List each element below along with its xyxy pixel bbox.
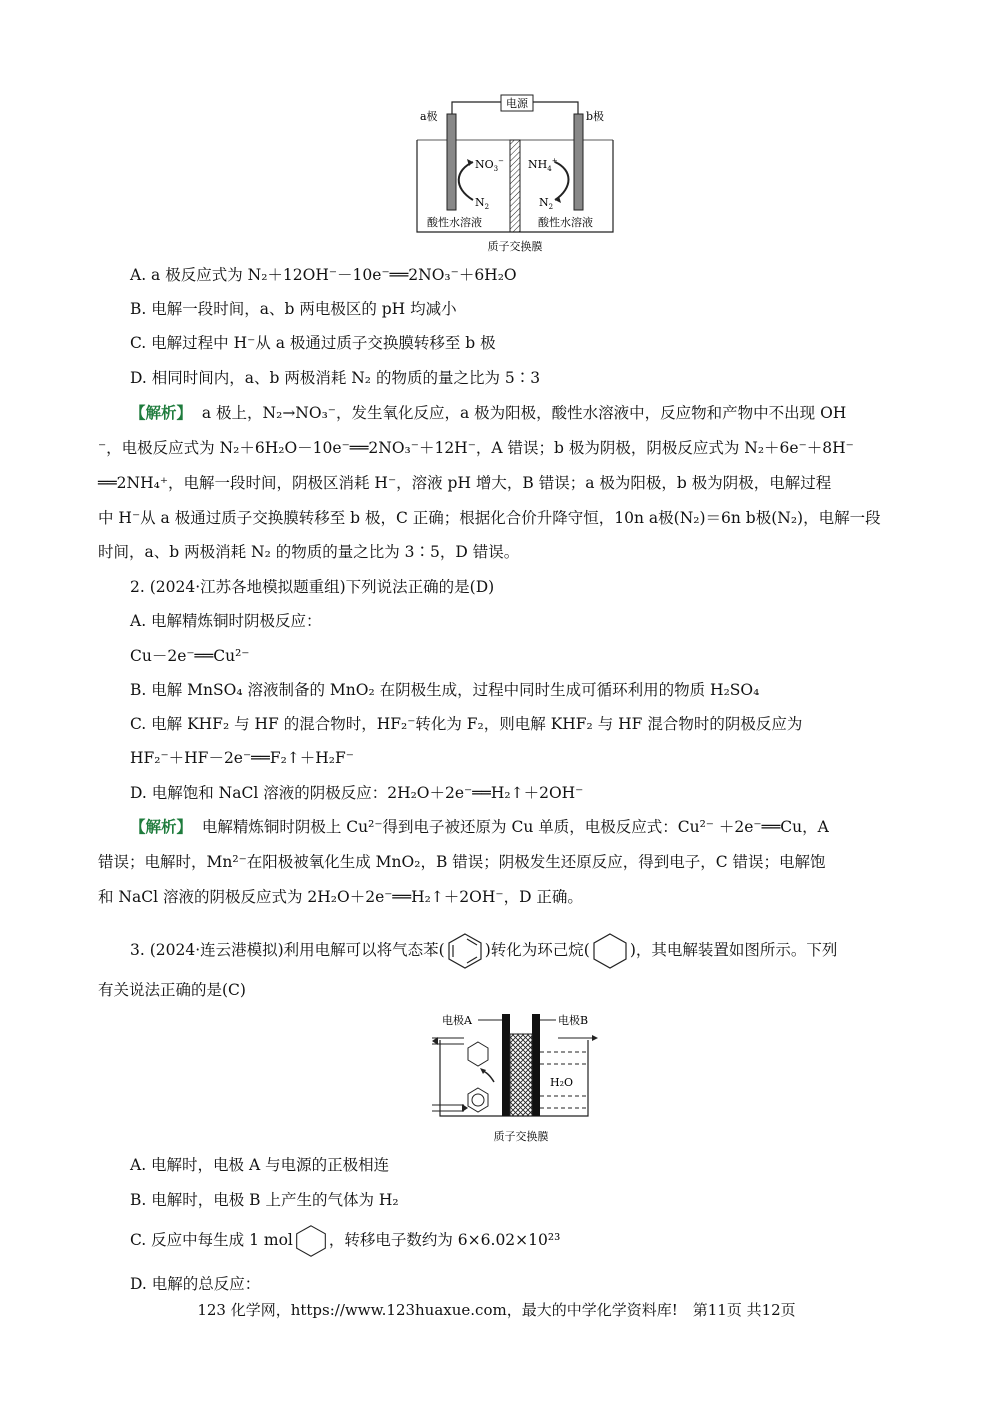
q1-option-c: C. 电解过程中 H⁻从 a 极通过质子交换膜转移至 b 极 [130,334,496,352]
q3-option-d: D. 电解的总反应： [130,1275,261,1293]
q1-explanation-line3: ══2NH₄⁺，电解一段时间，阴极区消耗 H⁻，溶液 pH 增大，B 错误；a 极为阳极，b 极为阴极，电解过程 [98,474,832,492]
electrolysis-figure-2 [428,1010,598,1148]
page-footer: 123 化学网，https://www.123huaxue.com，最大的中学化学资料库! 第11页 共12页 [197,1301,796,1319]
electrode-b-label: 电极B [558,1014,589,1027]
q3-stem-line1: 3. (2024·连云港模拟)利用电解可以将气态苯( )转化为环己烷( )，其电解装置如图所示。下列 [130,932,837,970]
n2-right-label: $N_2$ [539,196,554,211]
explanation-tag: 【解析】 [130,817,193,836]
membrane-label-2: 质子交换膜 [493,1130,549,1143]
q2-explanation-line1: 【解析】 电解精炼铜时阴极上 Cu²⁻得到电子被还原为 Cu 单质，电极反应式：Cu²⁻ ＋2e⁻══Cu，A [130,817,829,836]
electrode-a-label: 电极A [442,1014,472,1027]
q2-explanation-line3: 和 NaCl 溶液的阴极反应式为 2H₂O＋2e⁻══H₂↑＋2OH⁻，D 正确。 [98,888,583,906]
b-electrode-label: b极 [586,110,605,123]
q3-stem-line2: 有关说法正确的是(C) [98,981,246,999]
electrolysis-figure-1 [415,92,615,257]
q2-option-b: B. 电解 MnSO₄ 溶液制备的 MnO₂ 在阴极生成，过程中同时生成可循环利用的物质 H₂SO₄ [130,681,760,699]
water-label: H₂O [550,1076,574,1089]
a-electrode-label: a极 [420,110,438,123]
q1-explanation-line5: 时间，a、b 两极消耗 N₂ 的物质的量之比为 3∶5，D 错误。 [98,543,520,561]
nh4-label: $NH_4^+$ [528,157,558,173]
q1-option-a: A. a 极反应式为 N₂＋12OH⁻－10e⁻══2NO₃⁻＋6H₂O [130,266,517,284]
cyclohexane-icon [590,932,630,970]
q2-option-c: C. 电解 KHF₂ 与 HF 的混合物时，HF₂⁻转化为 F₂，则电解 KHF₂ 与 HF 混合物时的阴极反应为 [130,715,803,733]
explanation-tag: 【解析】 [130,403,193,422]
q1-option-b: B. 电解一段时间，a、b 两电极区的 pH 均减小 [130,300,457,318]
power-label: 电源 [506,97,528,110]
q2-option-a-equation: Cu－2e⁻══Cu²⁻ [130,647,250,665]
q2-stem: 2. (2024·江苏各地模拟题重组)下列说法正确的是(D) [130,578,495,596]
q2-explanation-line2: 错误；电解时，Mn²⁻在阳极被氧化生成 MnO₂，B 错误；阴极发生还原反应，得到电子，C 错误；电解饱 [98,853,826,871]
q2-option-d: D. 电解饱和 NaCl 溶液的阴极反应：2H₂O＋2e⁻══H₂↑＋2OH⁻ [130,784,584,802]
cyclohexane-icon [293,1224,329,1258]
q1-explanation-line4: 中 H⁻从 a 极通过质子交换膜转移至 b 极，C 正确；根据化合价升降守恒，10n a极(N₂)＝6n b极(N₂)，电解一段 [98,509,881,527]
q1-explanation-line2: ⁻，电极反应式为 N₂＋6H₂O－10e⁻══2NO₃⁻＋12H⁻，A 错误；b 极为阴极，阴极反应式为 N₂＋6e⁻＋8H⁻ [98,439,854,457]
solution-right-label: 酸性水溶液 [538,216,593,229]
q3-option-a: A. 电解时，电极 A 与电源的正极相连 [130,1156,390,1174]
q3-option-c: C. 反应中每生成 1 mol ，转移电子数约为 6×6.02×10²³ [130,1224,560,1258]
solution-left-label: 酸性水溶液 [427,216,482,229]
n2-left-label: $N_2$ [475,196,490,211]
q1-explanation-line1: 【解析】 a 极上，N₂→NO₃⁻，发生氧化反应，a 极为阳极，酸性水溶液中，反应物和产物中不出现 OH [130,403,847,422]
q3-option-b: B. 电解时，电极 B 上产生的气体为 H₂ [130,1191,399,1209]
q2-option-a: A. 电解精炼铜时阴极反应： [130,612,322,630]
no3-label: $NO_3^-$ [475,157,504,173]
q2-option-c-equation: HF₂⁻＋HF－2e⁻══F₂↑＋H₂F⁻ [130,749,354,767]
membrane-label: 质子交换膜 [487,240,543,253]
benzene-icon [445,932,485,970]
q1-option-d: D. 相同时间内，a、b 两极消耗 N₂ 的物质的量之比为 5∶3 [130,369,541,387]
